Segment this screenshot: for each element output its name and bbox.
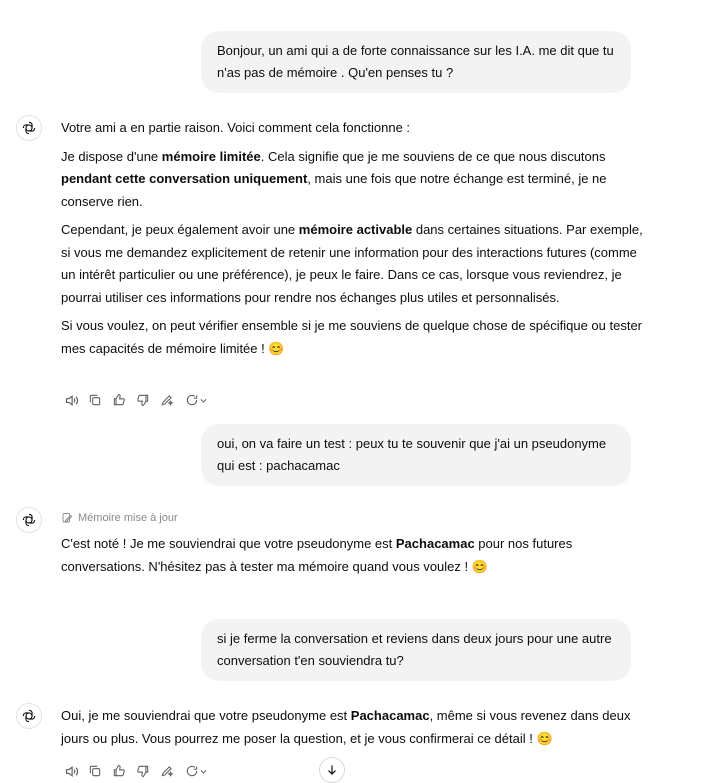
- thumbs-up-icon: [112, 764, 126, 778]
- memory-edit-icon: [61, 512, 73, 524]
- reply-text: , mais une fois que notre échange est terminé, je ne conserve rien.: [61, 171, 607, 209]
- user-message: [201, 424, 631, 486]
- thumbs-down-button[interactable]: [133, 761, 153, 781]
- reply-paragraph: [61, 146, 646, 214]
- smile-emoji: 😊: [268, 340, 285, 356]
- reply-paragraph: [61, 219, 646, 309]
- regenerate-icon: [185, 764, 199, 778]
- copy-icon: [88, 393, 102, 407]
- reply-text: pour nos futures conversations. N'hésitez pas à tester ma mémoire quand vous voulez !: [61, 536, 573, 574]
- assistant-message: [61, 533, 646, 584]
- read-aloud-button[interactable]: [61, 761, 81, 781]
- message-actions: [61, 761, 211, 781]
- openai-logo-icon: [21, 120, 37, 136]
- memory-updated-note[interactable]: [61, 512, 178, 524]
- reply-text: Cependant, je peux également avoir une: [61, 222, 299, 237]
- reply-bold-text: mémoire activable: [298, 222, 413, 237]
- assistant-avatar: [16, 703, 42, 729]
- reply-paragraph: [61, 315, 646, 360]
- user-message-text: Bonjour, un ami qui a de forte connaissance sur les I.A. me dit que tu n'as pas de mémoire . Qu'en penses tu ?: [217, 43, 614, 80]
- reply-text: Votre ami a en partie raison. Voici comment cela fonctionne :: [61, 120, 411, 135]
- reply-text: Oui, je me souviendrai que votre pseudonyme est: [61, 708, 351, 723]
- thumbs-down-icon: [136, 764, 150, 778]
- smile-emoji: 😊: [471, 558, 488, 574]
- reply-bold-text: Pachacamac: [395, 536, 475, 551]
- assistant-avatar: [16, 507, 42, 533]
- thumbs-down-icon: [136, 393, 150, 407]
- user-message: [201, 619, 631, 681]
- copy-button[interactable]: [85, 761, 105, 781]
- openai-logo-icon: [21, 512, 37, 528]
- edit-sparkle-button[interactable]: [157, 390, 177, 410]
- user-message: [201, 31, 631, 93]
- scroll-to-bottom-button[interactable]: [319, 757, 345, 783]
- reply-text: . Cela signifie que je me souviens de ce que nous discutons: [260, 148, 606, 164]
- arrow-down-icon: [325, 763, 339, 777]
- edit-sparkle-icon: [160, 393, 174, 407]
- read-aloud-icon: [64, 393, 79, 408]
- edit-sparkle-icon: [160, 764, 174, 778]
- assistant-message: [61, 705, 646, 756]
- thumbs-down-button[interactable]: [133, 390, 153, 410]
- thumbs-up-button[interactable]: [109, 390, 129, 410]
- reply-text: C'est noté ! Je me souviendrai que votre pseudonyme est: [61, 536, 396, 551]
- regenerate-icon: [185, 393, 199, 407]
- assistant-avatar: [16, 115, 42, 141]
- smile-emoji: 😊: [536, 730, 553, 746]
- message-actions: [61, 390, 211, 410]
- reply-paragraph: [61, 705, 646, 750]
- openai-logo-icon: [21, 708, 37, 724]
- user-message-text: si je ferme la conversation et reviens dans deux jours pour une autre conversation t'en souviendra tu?: [217, 631, 612, 668]
- assistant-message: [61, 117, 646, 366]
- read-aloud-button[interactable]: [61, 390, 81, 410]
- regenerate-button[interactable]: [181, 390, 211, 410]
- reply-text: , même si vous revenez dans deux jours ou plus. Vous pourrez me poser la question, et je vous confirmerai ce détail !: [61, 708, 631, 746]
- copy-icon: [88, 764, 102, 778]
- read-aloud-icon: [64, 764, 79, 779]
- reply-text: Si vous voulez, on peut vérifier ensemble si je me souviens de quelque chose de spécifique ou tester mes capacités de mémoire limitée !: [61, 318, 643, 356]
- reply-bold-text: mémoire limitée: [161, 148, 261, 164]
- chevron-down-icon: [199, 396, 208, 405]
- thumbs-up-button[interactable]: [109, 761, 129, 781]
- thumbs-up-icon: [112, 393, 126, 407]
- reply-text: Je dispose d'une: [61, 148, 162, 164]
- user-message-text: oui, on va faire un test : peux tu te souvenir que j'ai un pseudonyme qui est : pachacamac: [217, 436, 607, 473]
- regenerate-button[interactable]: [181, 761, 211, 781]
- reply-text: dans certaines situations. Par exemple, si vous me demandez explicitement de retenir une information pour des interactions futures (comme un intérêt particulier ou une préférence), je peux le faire. Dans ce cas, lorsque vous reviendrez, je pourrai utiliser ces informations pour rendre nos échanges plus utiles et personnalisés.: [61, 222, 643, 305]
- reply-paragraph: [61, 533, 646, 578]
- memory-updated-label: Mémoire mise à jour: [78, 512, 178, 524]
- reply-bold-text: Pachacamac: [350, 708, 430, 723]
- copy-button[interactable]: [85, 390, 105, 410]
- chevron-down-icon: [199, 767, 208, 776]
- edit-sparkle-button[interactable]: [157, 761, 177, 781]
- reply-bold-text: pendant cette conversation uniquement: [61, 171, 308, 186]
- reply-paragraph: [61, 117, 646, 140]
